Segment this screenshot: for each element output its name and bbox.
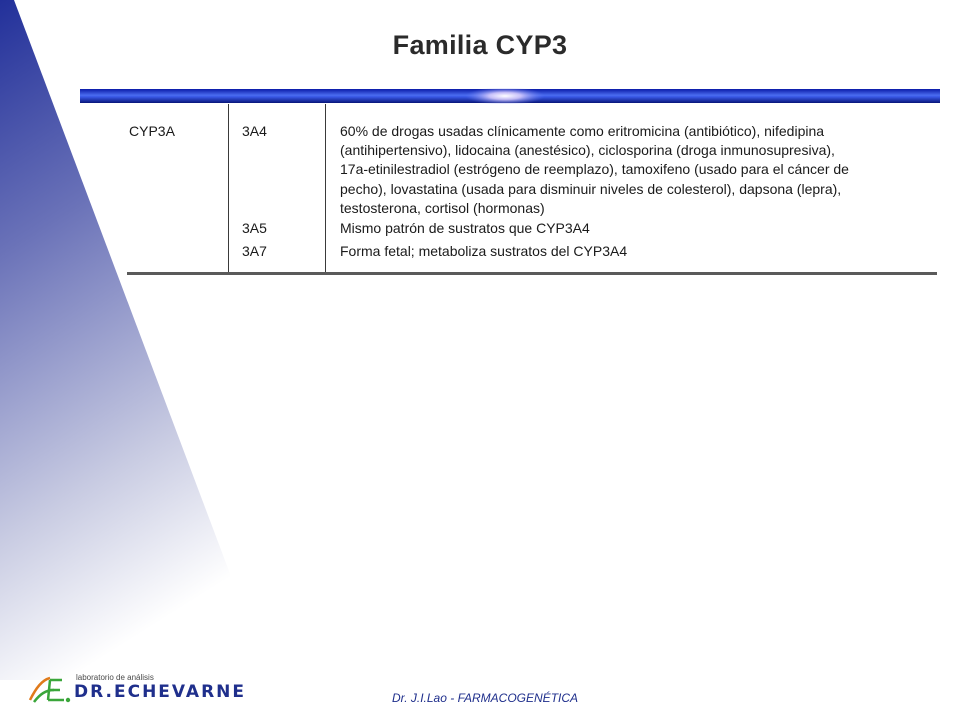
- footer-credit: Dr. J.I.Lao - FARMACOGENÉTICA: [392, 691, 579, 705]
- isoform-cell: 3A5: [242, 220, 267, 236]
- logo-swoosh-icon: [28, 674, 72, 704]
- table-bottom-rule: [127, 272, 937, 275]
- title-divider-bar: [80, 88, 940, 104]
- description-line: pecho), lovastatina (usada para disminuir niveles de colesterol), dapsona (lepra),: [340, 180, 842, 197]
- isoform-cell: 3A7: [242, 243, 267, 259]
- column-divider: [325, 104, 326, 272]
- lab-logo: [28, 670, 268, 706]
- substrate-description-3a4: [340, 122, 938, 218]
- description-line: testosterona, cortisol (hormonas): [340, 199, 545, 216]
- cyp3-table: [127, 104, 937, 274]
- isoform-cell: 3A4: [242, 123, 267, 139]
- logo-subtitle: laboratorio de análisis: [76, 673, 154, 682]
- description-line: 17a-etinilestradiol (estrógeno de reemplazo), tamoxifeno (usado para el cáncer de: [340, 161, 849, 178]
- family-cell: CYP3A: [129, 123, 175, 139]
- slide-title: Familia CYP3: [392, 30, 568, 60]
- description-line: 60% de drogas usadas clínicamente como eritromicina (antibiótico), nifedipina: [340, 123, 825, 139]
- description-line: (antihipertensivo), lidocaina (anestésico), ciclosporina (droga inmunosupresiva),: [340, 142, 835, 159]
- logo-name: DR.ECHEVARNE: [74, 682, 246, 702]
- substrate-description-3a7: Forma fetal; metaboliza sustratos del CYP3A4: [340, 243, 628, 259]
- column-divider: [228, 104, 229, 272]
- substrate-description-3a5: Mismo patrón de sustratos que CYP3A4: [340, 220, 590, 236]
